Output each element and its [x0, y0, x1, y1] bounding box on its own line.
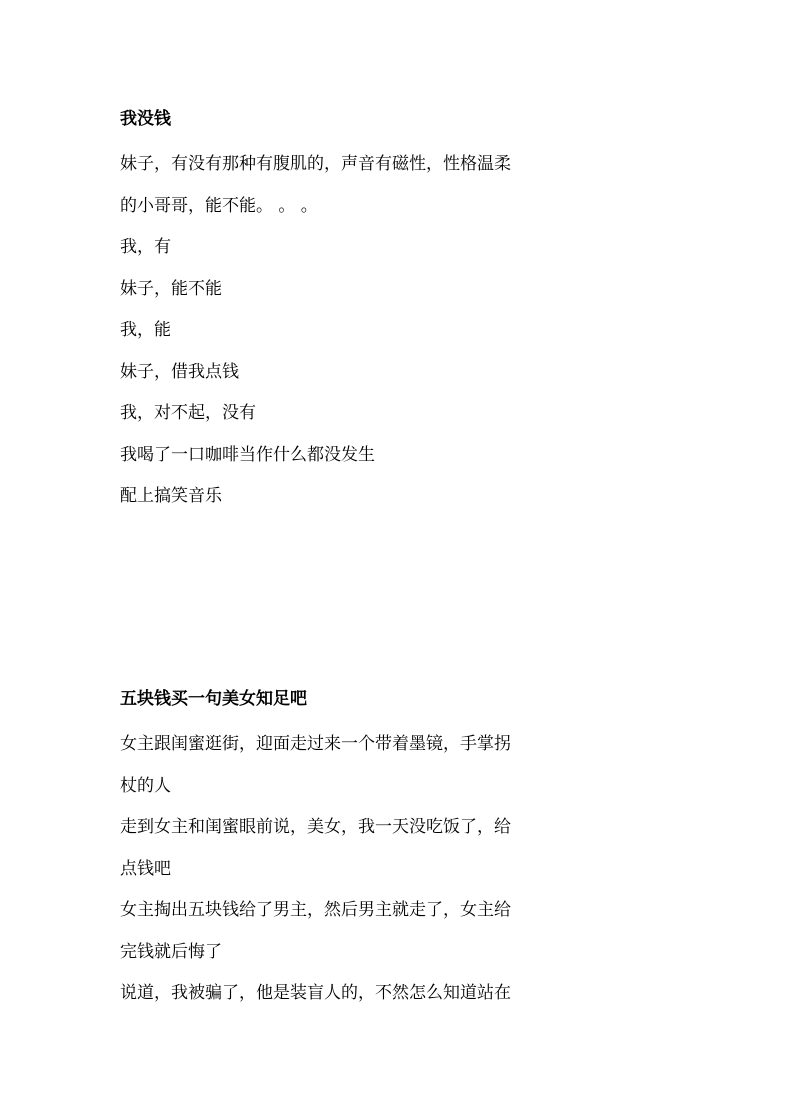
body-line: 我喝了一口咖啡当作什么都没发生 [120, 444, 375, 465]
body-line: 杖的人 [120, 775, 171, 796]
section-wu-kuai-qian [120, 683, 560, 1015]
body-line: 配上搞笑音乐 [120, 486, 222, 506]
body-line: 妹子，借我点钱 [120, 361, 239, 382]
body-line: 点钱吧 [120, 858, 171, 879]
body-line: 完钱就后悔了 [120, 941, 222, 962]
section-wo-mei-qian [120, 103, 560, 518]
body-line: 我，能 [120, 320, 171, 340]
body-line: 我，有 [120, 237, 171, 257]
body-line: 妹子，有没有那种有腹肌的，声音有磁性，性格温柔 [120, 154, 511, 174]
body-line: 的小哥哥，能不能。 。 。 [120, 195, 318, 216]
body-line: 我，对不起，没有 [120, 403, 256, 423]
body-line: 妹子，能不能 [120, 278, 222, 299]
body-line: 走到女主和闺蜜眼前说，美女，我一天没吃饭了，给 [120, 817, 511, 837]
body-line: 说道，我被骗了，他是装盲人的，不然怎么知道站在 [120, 983, 511, 1003]
section-heading: 我没钱 [120, 109, 171, 129]
body-line: 女主跟闺蜜逛街，迎面走过来一个带着墨镜，手掌拐 [120, 734, 511, 754]
section-heading: 五块钱买一句美女知足吧 [120, 689, 307, 709]
body-line: 女主掏出五块钱给了男主，然后男主就走了，女主给 [120, 900, 511, 920]
